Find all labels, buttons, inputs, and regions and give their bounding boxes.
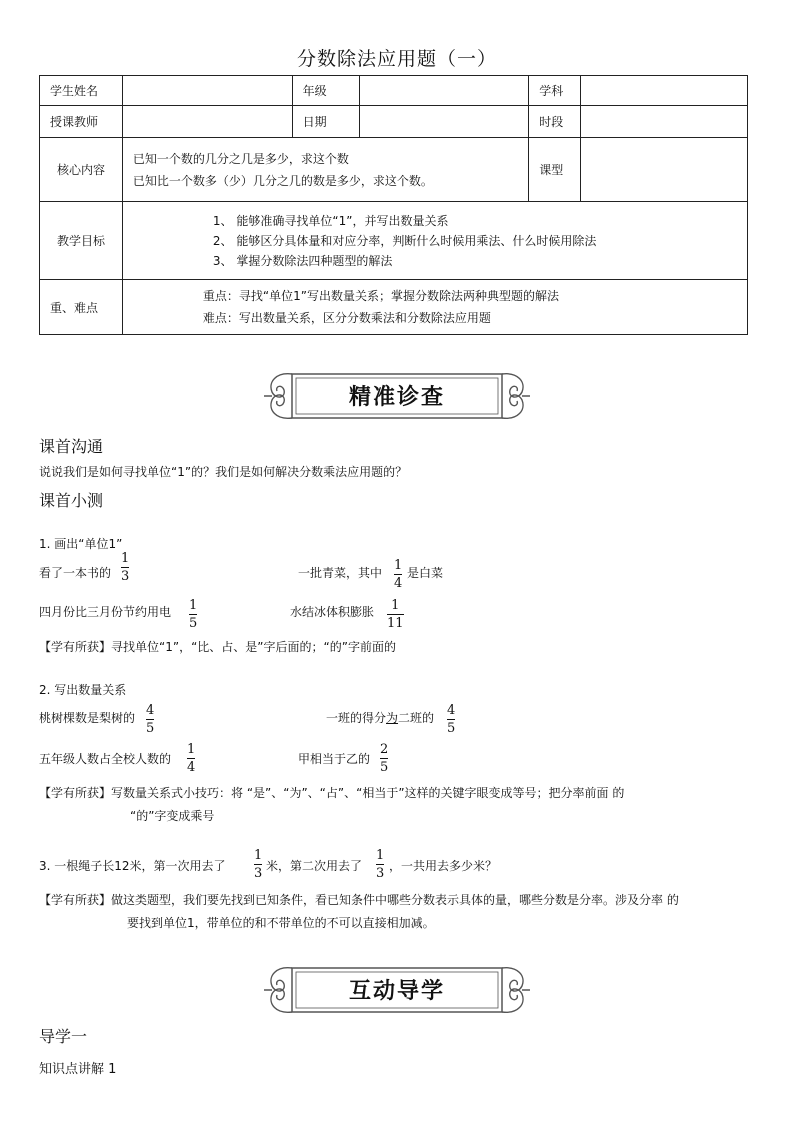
goal-line: 2、 能够区分具体量和对应分率，判断什么时候用乘法、什么时候用除法: [212, 233, 597, 248]
goal-content: [122, 202, 747, 280]
period-label: 时段: [529, 106, 581, 138]
q3-text-c: ，一共用去多少米？: [389, 859, 498, 873]
page-title: 分数除法应用题（一）: [296, 48, 497, 70]
key-content: [122, 280, 747, 335]
fraction: 1 5: [189, 598, 198, 631]
q2-gain-line1: 【学有所获】写数量关系式小技巧：将 “是”、“为”、“占”、“相当于”这样的关键字眼变成等号；把分率前面 的: [39, 786, 625, 800]
q1-gain: 【学有所获】寻找单位“1”，“比、占、是”字后面的；“的”字前面的: [39, 640, 396, 654]
student-name-label: 学生姓名: [40, 76, 123, 106]
banner-diagnosis: [262, 368, 532, 424]
fraction: 1 3: [121, 551, 130, 584]
teacher-label: 授课教师: [40, 106, 123, 138]
q3-text-a: 3. 一根绳子长12米，第一次用去了: [39, 859, 226, 873]
fraction: 1 3: [254, 848, 263, 881]
knowledge-heading: 知识点讲解 1: [39, 1062, 117, 1077]
lesson-info-table: [39, 75, 748, 335]
gou-question: 说说我们是如何寻找单位“1”的？我们是如何解决分数乘法应用题的？: [39, 465, 408, 479]
core-content: [122, 138, 528, 202]
q2-b-text: 一班的得分为二班的: [326, 711, 435, 725]
q2-a-text: 桃树棵数是梨树的: [39, 711, 136, 725]
date-label: 日期: [292, 106, 359, 138]
fraction: 4 5: [146, 703, 155, 736]
core-line: 已知一个数的几分之几是多少，求这个数: [132, 151, 349, 166]
q2-c-text: 五年级人数占全校人数的: [39, 752, 172, 766]
goal-label: 教学目标: [40, 202, 123, 280]
fraction: 1 3: [376, 848, 385, 881]
student-name-value: [122, 76, 292, 106]
subject-value: [581, 76, 748, 106]
type-value: [581, 138, 748, 202]
q1-b-post: 是白菜: [407, 566, 444, 580]
key-label: 重、难点: [40, 280, 123, 335]
goal-line: 1、 能够准确寻找单位“1”，并写出数量关系: [212, 213, 449, 228]
date-value: [359, 106, 529, 138]
q3-text-b: 米，第二次用去了: [266, 859, 363, 873]
fraction: 2 5: [380, 742, 389, 775]
period-value: [581, 106, 748, 138]
fraction: 4 5: [447, 703, 456, 736]
q1-title: 1. 画出“单位1”: [39, 537, 123, 551]
fraction: 1 11: [387, 598, 404, 631]
fraction: 1 4: [394, 558, 403, 591]
q3-gain-line2: 要找到单位1，带单位的和不带单位的不可以直接相加减。: [127, 916, 435, 930]
fraction: 1 4: [187, 742, 196, 775]
core-line: 已知比一个数多（少）几分之几的数是多少，求这个数。: [132, 173, 433, 188]
core-label: 核心内容: [40, 138, 123, 202]
section-heading-dao: 导学一: [39, 1027, 88, 1046]
teacher-value: [122, 106, 292, 138]
key-line: 重点：寻找“单位1”写出数量关系；掌握分数除法两种典型题的解法: [202, 289, 559, 303]
q1-a-text: 看了一本书的: [39, 566, 112, 580]
q1-b-text: 一批青菜，其中: [298, 566, 383, 580]
q3-gain-line1: 【学有所获】做这类题型，我们要先找到已知条件，看已知条件中哪些分数表示具体的量，哪些分数是分率。涉及分率 的: [39, 893, 679, 907]
section-heading-gou: 课首沟通: [39, 437, 104, 456]
grade-value: [359, 76, 529, 106]
grade-label: 年级: [292, 76, 359, 106]
q2-gain-line2: “的”字变成乘号: [130, 809, 215, 823]
q2-title: 2. 写出数量关系: [39, 683, 127, 697]
subject-label: 学科: [529, 76, 581, 106]
q1-c-text: 四月份比三月份节约用电: [39, 605, 172, 619]
banner-diagnosis-text: 精准诊查: [348, 384, 445, 410]
q1-d-text: 水结冰体积膨胀: [290, 605, 375, 619]
banner-interactive-text: 互动导学: [348, 978, 445, 1004]
key-line: 难点：写出数量关系，区分分数乘法和分数除法应用题: [202, 311, 491, 325]
goal-line: 3、 掌握分数除法四种题型的解法: [212, 253, 393, 268]
banner-interactive: [262, 962, 532, 1018]
section-heading-ce: 课首小测: [39, 491, 104, 510]
type-label: 课型: [529, 138, 581, 202]
q2-d-text: 甲相当于乙的: [298, 752, 371, 766]
